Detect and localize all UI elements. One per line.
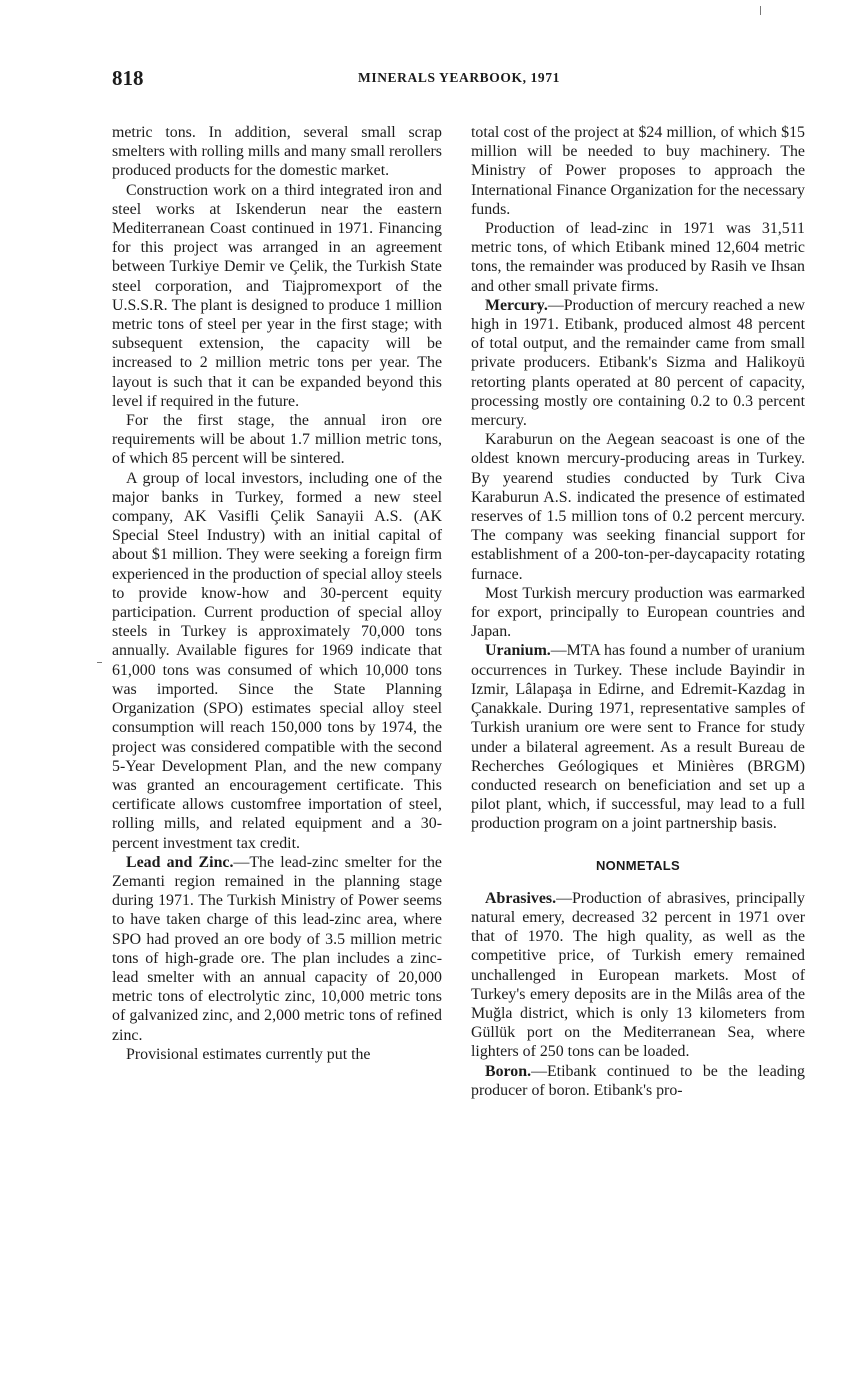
paragraph-body: —Production of abrasives, principally natural emery, decreased 32 percent in 1971 over that of 1970. The high quality, as well as the competitive price, of Turkish emery remained unchallenged in European markets. Most of Turkey's emery deposits are in the Milâs area of the Muğla district, which is only 13 kilometers from Güllük port on the Mediterranean Sea, where lighters of 250 tons can be loaded. xyxy=(471,889,805,1061)
paragraph: Most Turkish mercury production was earmarked for export, principally to European countries and Japan. xyxy=(471,584,805,641)
run-in-heading: Lead and Zinc. xyxy=(126,853,234,871)
paragraph-body: —Production of mercury reached a new high in 1971. Etibank, produced almost 48 percent of total output, and the remainder came from small private producers. Etibank's Sizma and Halikoyü retorting plants operated at 80 percent of capacity, processing mostly ore containing 0.2 to 0.3 percent mercury. xyxy=(471,296,805,430)
paragraph: Provisional estimates currently put the xyxy=(126,1045,371,1063)
run-in-heading: Mercury. xyxy=(485,296,548,314)
run-in-heading: Abrasives. xyxy=(485,889,557,907)
paragraph-boron xyxy=(471,1062,805,1100)
left-column xyxy=(112,123,442,1064)
paragraph-lead-and-zinc xyxy=(112,853,442,1045)
paragraph: metric tons. In addition, several small scrap smelters with rolling mills and many small rerollers produced products for the domestic market. xyxy=(112,124,442,180)
paragraph: For the first stage, the annual iron ore requirements will be about 1.7 million metric tons, of which 85 percent will be sintered. xyxy=(112,412,442,468)
paragraph-body: —The lead-zinc smelter for the Zemanti region remained in the planning stage during 1971. The Turkish Ministry of Power seems to have taken charge of this lead-zinc area, where SPO had proved an ore body of 3.5 million metric tons of high-grade ore. The plan includes a zinc-lead smelter with an annual capacity of 20,000 metric tons of electrolytic zinc, 10,000 metric tons of galvanized zinc, and 2,000 metric tons of refined zinc. xyxy=(112,853,442,1044)
paragraph-uranium xyxy=(471,641,805,833)
paragraph: Construction work on a third integrated iron and steel works at Iskenderun near the eastern Mediterranean Coast continued in 1971. Financing for this project was arranged in an agreement between Turkiye Demir ve Çelik, the Turkish State steel corporation, and Tiajpromexport of the U.S.S.R. The plant is designed to produce 1 million metric tons of steel per year in the first stage; with subsequent extension, the capacity will be increased to 2 million metric tons per year. The layout is such that it can be expanded beyond this level if required in the future. xyxy=(112,181,442,410)
paragraph-body: —Etibank continued to be the leading producer of boron. Etibank's pro- xyxy=(471,1062,805,1099)
paragraph-mercury xyxy=(471,296,805,430)
paragraph: Production of lead-zinc in 1971 was 31,511 metric tons, of which Etibank mined 12,604 metric tons, the remainder was produced by Rasih ve Ihsan and other small private firms. xyxy=(471,220,805,295)
page-edge-mark xyxy=(760,6,761,15)
page-number: 818 xyxy=(112,66,144,90)
paragraph: total cost of the project at $24 million, of which $15 million will be needed to buy machinery. The Ministry of Power proposes to approach the International Finance Organization for the necessary funds. xyxy=(471,124,805,218)
section-heading-nonmetals: NONMETALS xyxy=(595,857,681,873)
margin-tick xyxy=(97,662,102,663)
right-column xyxy=(471,123,805,1100)
run-in-heading: Boron. xyxy=(485,1062,532,1080)
paragraph: A group of local investors, including one of the major banks in Turkey, formed a new steel company, AK Vasifli Çelik Sanayii A.S. (AK Special Steel Industry) with an initial capital of about $1 million. They were seeking a foreign firm experienced in the production of special alloy steels to provide know-how and 30-percent equity participation. Current production of special alloy steels in Turkey is approximately 70,000 tons annually. Available figures for 1969 indicate that 61,000 tons was consumed of which 10,000 tons was imported. Since the State Planning Organization (SPO) estimates special alloy steel consumption will reach 150,000 tons by 1974, the project was considered compatible with the second 5-Year Development Plan, and the new company was granted an encouragement certificate. This certificate allows customfree importation of steel, rolling mills, and related equipment and a 30-percent investment tax credit. xyxy=(112,469,442,852)
paragraph-body: —MTA has found a number of uranium occurrences in Turkey. These include Bayindir in Izmir, Lâlapaşa in Edirne, and Edremit-Kazdag in Çanakkale. During 1971, representative samples of Turkish uranium ore were sent to France for study under a bilateral agreement. As a result Bureau de Recherches Geólogiques et Minières (BRGM) conducted research on beneficiation and set up a pilot plant, which, if successful, may lead to a full production program on a joint partnership basis. xyxy=(471,642,805,833)
paragraph-abrasives xyxy=(471,889,805,1062)
paragraph: Karaburun on the Aegean seacoast is one of the oldest known mercury-producing areas in Turkey. By yearend studies conducted by Turk Civa Karaburun A.S. indicated the presence of estimated reserves of 1.5 million tons of 0.2 percent mercury. The company was seeking financial support for establishment of a 200-ton-per-daycapacity rotating furnace. xyxy=(471,431,805,583)
run-in-heading: Uranium. xyxy=(485,642,551,660)
running-title: MINERALS YEARBOOK, 1971 xyxy=(358,70,560,85)
